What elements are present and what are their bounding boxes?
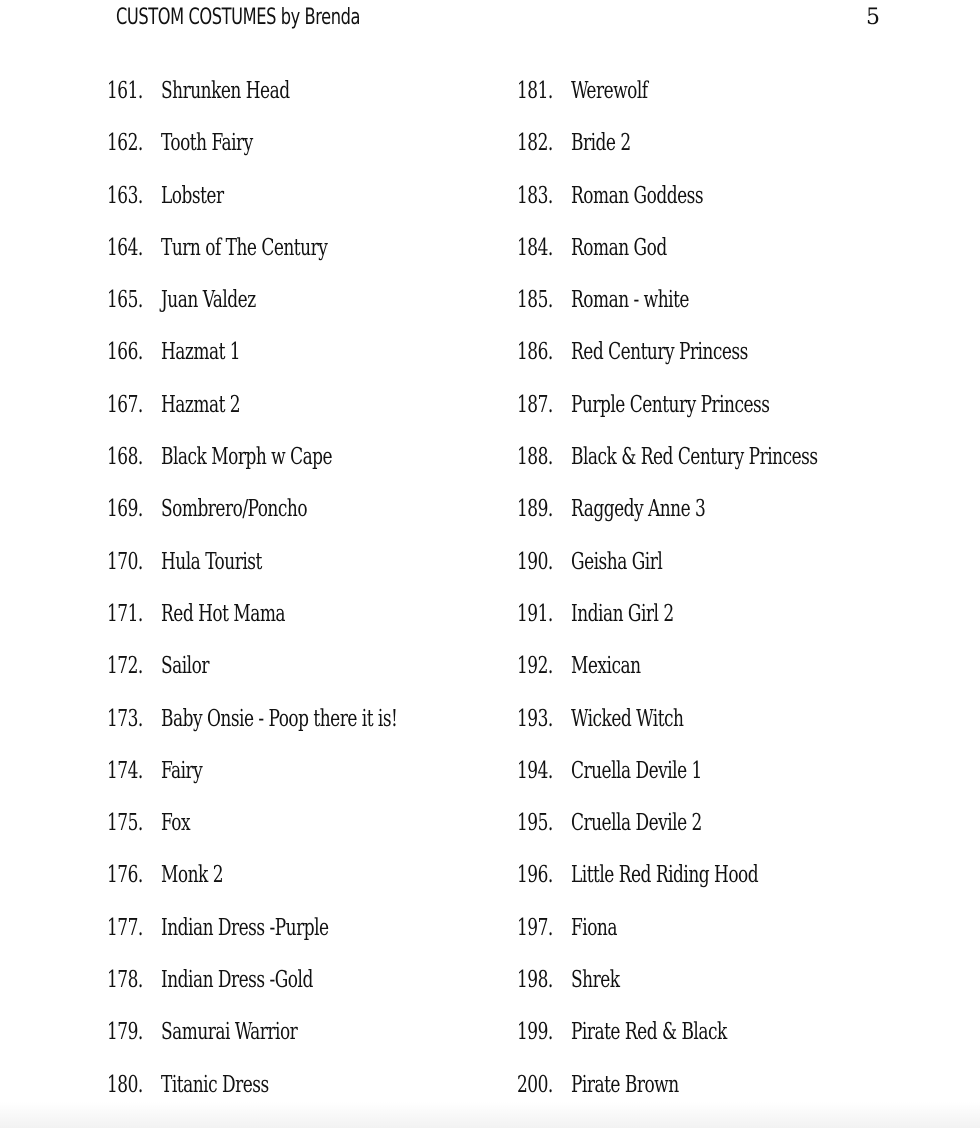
list-item (107, 175, 507, 227)
list-item (107, 227, 507, 279)
list-item (517, 436, 937, 488)
list-item (517, 907, 937, 959)
item-number: 173. (107, 705, 143, 732)
item-number: 175. (107, 810, 143, 837)
item-name: Fiona (571, 914, 617, 941)
item-number: 199. (517, 1019, 553, 1046)
list-item (517, 70, 937, 122)
list-item (107, 331, 507, 383)
item-number: 179. (107, 1019, 143, 1046)
item-number: 176. (107, 862, 143, 889)
item-number: 196. (517, 862, 553, 889)
list-item (517, 541, 937, 593)
list-item (517, 175, 937, 227)
item-number: 184. (517, 234, 553, 261)
list-item (107, 488, 507, 540)
list-item (517, 854, 937, 906)
item-name: Red Century Princess (571, 339, 748, 366)
list-item (517, 750, 937, 802)
list-item (517, 593, 937, 645)
item-number: 170. (107, 548, 143, 575)
item-number: 161. (107, 78, 143, 104)
item-number: 169. (107, 496, 143, 523)
page-header (116, 4, 880, 36)
list-item (107, 959, 507, 1011)
list-item (107, 907, 507, 959)
item-number: 168. (107, 444, 143, 471)
item-name: Werewolf (571, 78, 648, 104)
item-number: 172. (107, 653, 143, 680)
list-item (107, 436, 507, 488)
page-bottom-shade (0, 1102, 980, 1128)
item-number: 187. (517, 391, 553, 418)
item-number: 165. (107, 287, 143, 314)
item-number: 180. (107, 1071, 143, 1098)
list-item (107, 698, 507, 750)
list-item (107, 1011, 507, 1063)
item-number: 171. (107, 600, 143, 627)
item-name: Fairy (161, 757, 203, 784)
item-name: Raggedy Anne 3 (571, 496, 706, 523)
item-name: Roman God (571, 234, 667, 261)
costume-list-right (517, 70, 937, 1116)
list-item (517, 488, 937, 540)
item-name: Indian Dress -Purple (161, 914, 329, 941)
item-number: 194. (517, 757, 553, 784)
item-name: Hazmat 1 (161, 339, 241, 366)
item-number: 181. (517, 78, 553, 104)
item-name: Wicked Witch (571, 705, 684, 732)
list-item (517, 122, 937, 174)
costume-list-left (107, 70, 507, 1116)
item-name: Little Red Riding Hood (571, 862, 759, 889)
item-name: Mexican (571, 653, 641, 680)
page-number: 5 (866, 5, 880, 30)
item-name: Hula Tourist (161, 548, 262, 575)
item-number: 189. (517, 496, 553, 523)
item-name: Hazmat 2 (161, 391, 241, 418)
item-name: Baby Onsie - Poop there it is! (161, 705, 398, 732)
item-number: 183. (517, 182, 553, 209)
item-number: 191. (517, 600, 553, 627)
list-item (107, 750, 507, 802)
item-name: Shrek (571, 967, 620, 994)
item-name: Red Hot Mama (161, 600, 286, 627)
list-item (107, 593, 507, 645)
item-name: Roman - white (571, 287, 689, 314)
item-number: 178. (107, 967, 143, 994)
item-name: Cruella Devile 1 (571, 757, 702, 784)
item-name: Tooth Fairy (161, 130, 253, 157)
item-number: 188. (517, 444, 553, 471)
item-name: Turn of The Century (161, 234, 328, 261)
list-item (107, 122, 507, 174)
list-item (517, 227, 937, 279)
item-name: Indian Dress -Gold (161, 967, 313, 994)
item-name: Samurai Warrior (161, 1019, 298, 1046)
item-number: 192. (517, 653, 553, 680)
item-number: 200. (517, 1071, 553, 1098)
list-item (107, 279, 507, 331)
document-title: CUSTOM COSTUMES by Brenda (116, 5, 361, 30)
item-name: Fox (161, 810, 191, 837)
list-item (517, 698, 937, 750)
item-number: 190. (517, 548, 553, 575)
item-number: 193. (517, 705, 553, 732)
item-name: Shrunken Head (161, 78, 290, 104)
list-item (517, 959, 937, 1011)
item-number: 166. (107, 339, 143, 366)
list-item (517, 331, 937, 383)
item-number: 163. (107, 182, 143, 209)
item-name: Black Morph w Cape (161, 444, 333, 471)
item-name: Sombrero/Poncho (161, 496, 308, 523)
list-item (107, 70, 507, 122)
item-name: Bride 2 (571, 130, 631, 157)
item-number: 162. (107, 130, 143, 157)
list-item (107, 384, 507, 436)
item-name: Juan Valdez (161, 287, 256, 314)
item-name: Pirate Red & Black (571, 1019, 727, 1046)
item-name: Pirate Brown (571, 1071, 679, 1098)
list-item (107, 645, 507, 697)
item-number: 167. (107, 391, 143, 418)
item-number: 195. (517, 810, 553, 837)
item-number: 174. (107, 757, 143, 784)
list-item (107, 541, 507, 593)
item-name: Roman Goddess (571, 182, 704, 209)
list-item (107, 802, 507, 854)
list-item (517, 802, 937, 854)
item-number: 197. (517, 914, 553, 941)
item-name: Titanic Dress (161, 1071, 269, 1098)
item-name: Cruella Devile 2 (571, 810, 702, 837)
item-name: Purple Century Princess (571, 391, 770, 418)
item-number: 198. (517, 967, 553, 994)
item-number: 177. (107, 914, 143, 941)
item-number: 186. (517, 339, 553, 366)
list-item (517, 384, 937, 436)
list-item (517, 645, 937, 697)
item-name: Indian Girl 2 (571, 600, 674, 627)
item-name: Lobster (161, 182, 224, 209)
item-number: 185. (517, 287, 553, 314)
item-name: Geisha Girl (571, 548, 663, 575)
item-name: Black & Red Century Princess (571, 444, 818, 471)
item-name: Monk 2 (161, 862, 224, 889)
list-item (517, 279, 937, 331)
item-number: 164. (107, 234, 143, 261)
item-name: Sailor (161, 653, 209, 680)
list-item (107, 854, 507, 906)
item-number: 182. (517, 130, 553, 157)
list-item (517, 1011, 937, 1063)
